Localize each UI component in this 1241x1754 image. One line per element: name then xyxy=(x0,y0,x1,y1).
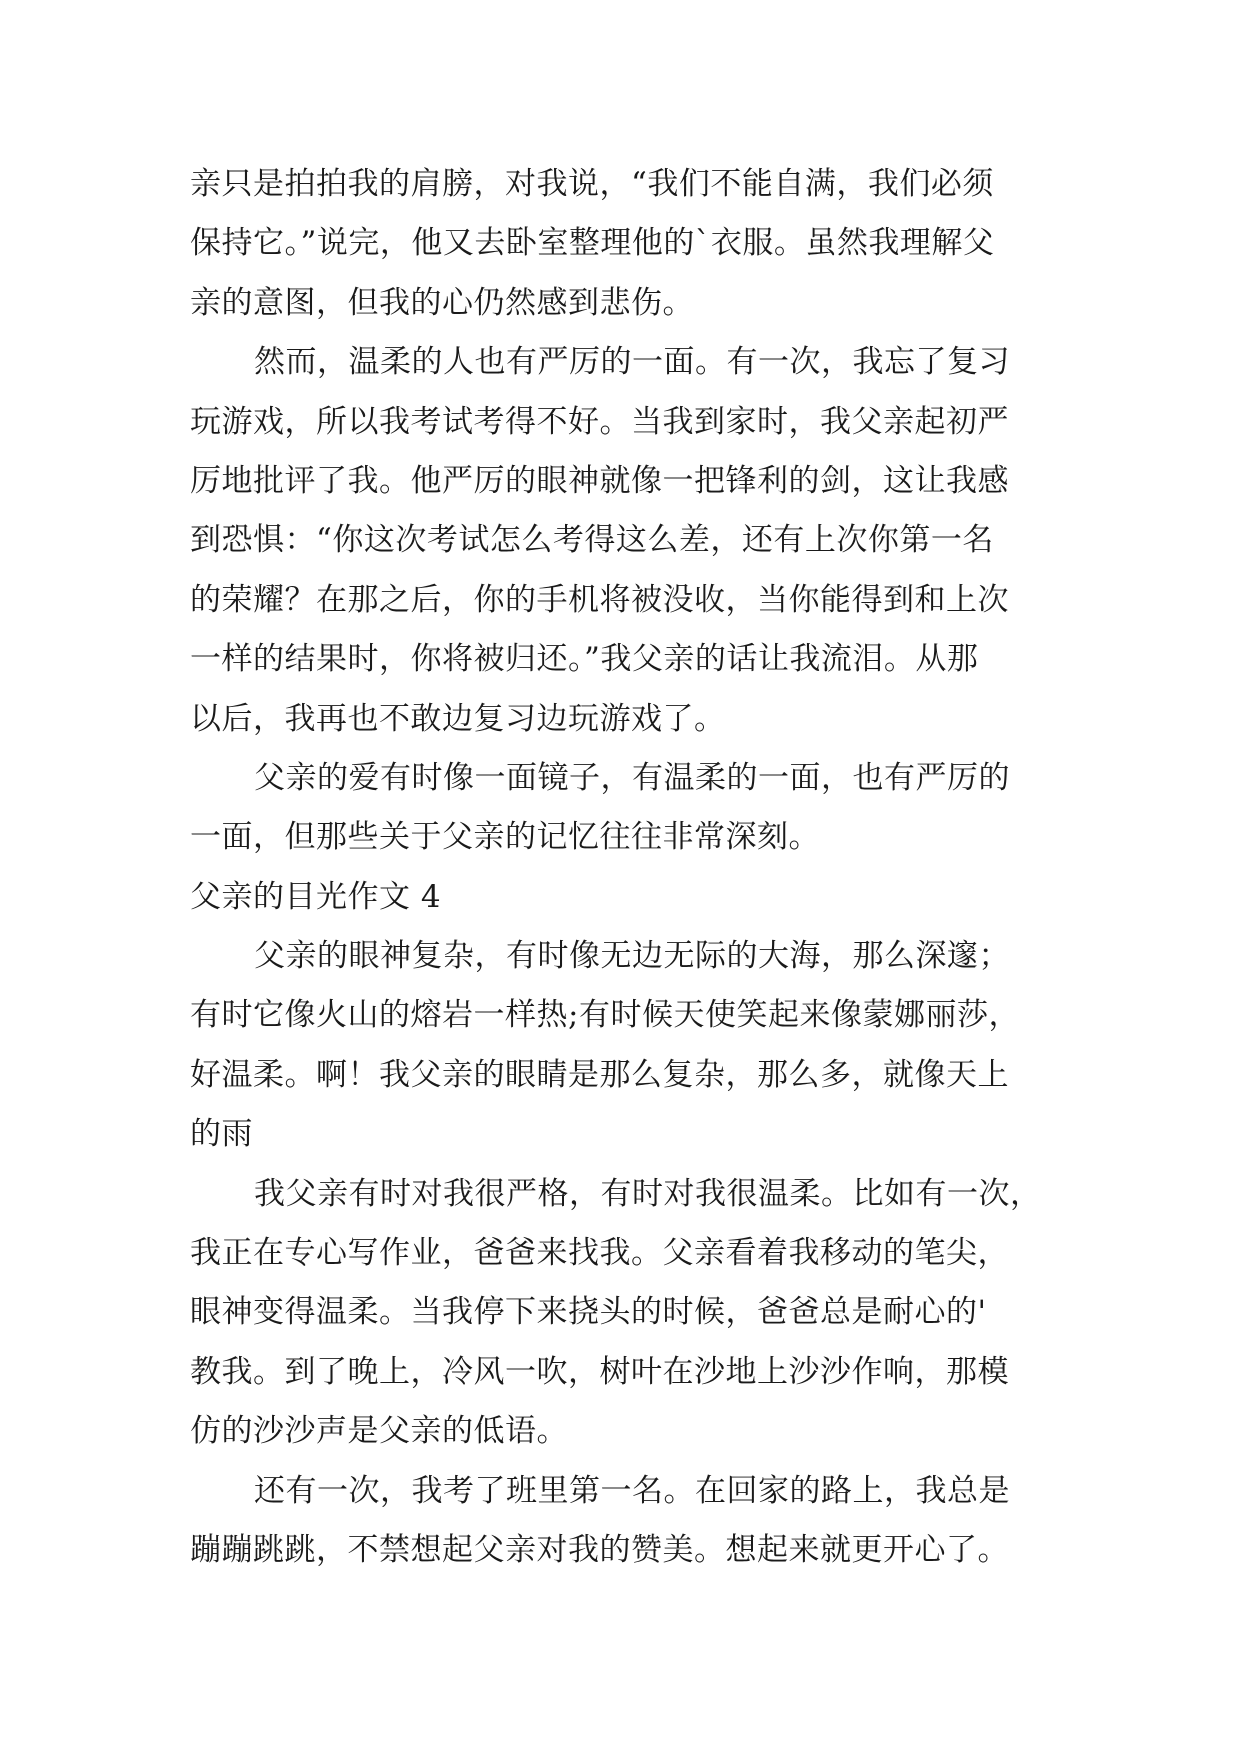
text-line: 我正在专心写作业，爸爸来找我。父亲看着我移动的笔尖， xyxy=(190,1235,1009,1272)
text-line: 一样的结果时，你将被归还。”我父亲的话让我流泪。从那 xyxy=(190,641,979,678)
paragraph-first-line: 父亲的爱有时像一面镜子，有温柔的一面，也有严厉的 xyxy=(254,759,1010,796)
text-line: 保持它。”说完，他又去卧室整理他的`衣服。虽然我理解父 xyxy=(190,225,995,262)
text-line: 玩游戏，所以我考试考得不好。当我到家时，我父亲起初严 xyxy=(190,403,1009,440)
text-line: 仿的沙沙声是父亲的低语。 xyxy=(190,1413,568,1450)
text-line: 厉地批评了我。他严厉的眼神就像一把锋利的剑，这让我感 xyxy=(190,462,1009,499)
text-line: 有时它像火山的熔岩一样热;有时候天使笑起来像蒙娜丽莎， xyxy=(190,997,1020,1034)
text-line: 的雨 xyxy=(190,1116,253,1153)
text-line: 眼神变得温柔。当我停下来挠头的时候，爸爸总是耐心的' xyxy=(190,1294,987,1331)
paragraph-first-line: 然而，温柔的人也有严厉的一面。有一次，我忘了复习 xyxy=(254,344,1010,381)
paragraph-first-line: 父亲的眼神复杂，有时像无边无际的大海，那么深邃； xyxy=(254,938,1010,975)
text-line: 好温柔。啊！我父亲的眼睛是那么复杂，那么多，就像天上 xyxy=(190,1056,1009,1093)
paragraph-first-line: 还有一次，我考了班里第一名。在回家的路上，我总是 xyxy=(254,1472,1010,1509)
document-page xyxy=(190,155,1060,1580)
text-line: 一面，但那些关于父亲的记忆往往非常深刻。 xyxy=(190,819,820,856)
text-line: 蹦蹦跳跳，不禁想起父亲对我的赞美。想起来就更开心了。 xyxy=(190,1531,1009,1568)
section-heading: 父亲的目光作文 4 xyxy=(190,878,442,915)
paragraph-first-line: 我父亲有时对我很严格，有时对我很温柔。比如有一次， xyxy=(254,1175,1042,1212)
text-line: 以后，我再也不敢边复习边玩游戏了。 xyxy=(190,700,726,737)
text-line: 教我。到了晚上，冷风一吹，树叶在沙地上沙沙作响，那模 xyxy=(190,1353,1009,1390)
text-line: 亲的意图，但我的心仍然感到悲伤。 xyxy=(190,284,694,321)
text-line: 的荣耀？在那之后，你的手机将被没收，当你能得到和上次 xyxy=(190,581,1009,618)
text-line: 到恐惧：“你这次考试怎么考得这么差，还有上次你第一名 xyxy=(190,522,994,559)
text-line: 亲只是拍拍我的肩膀，对我说，“我们不能自满，我们必须 xyxy=(190,166,994,202)
